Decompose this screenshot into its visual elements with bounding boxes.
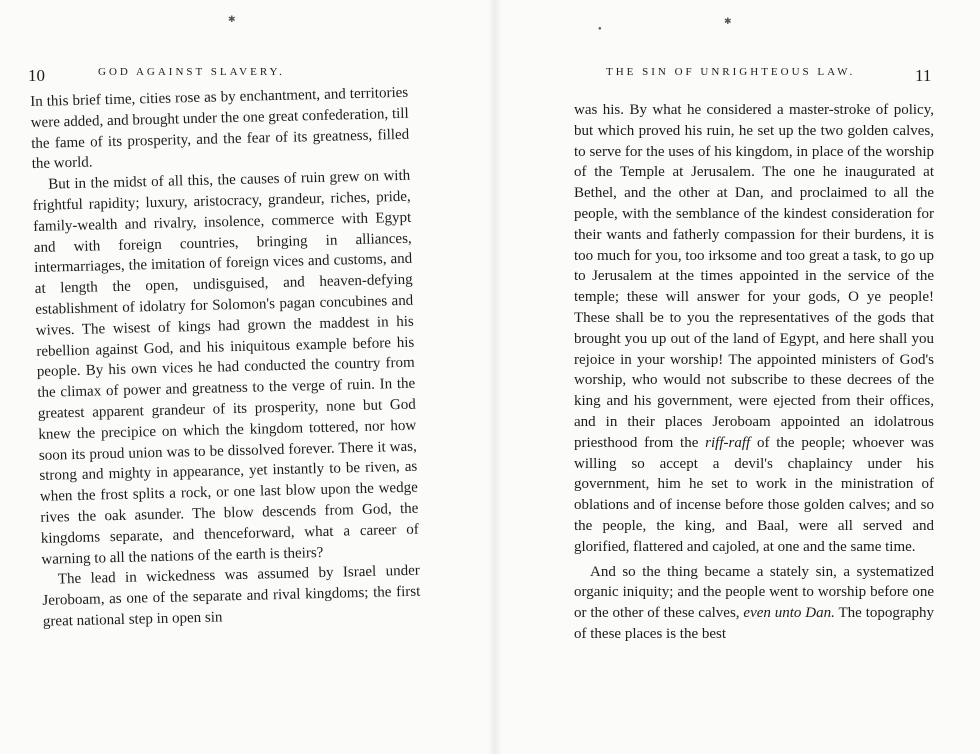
paragraph-text: of the people; whoever was willing so accept a devil's chaplaincy under his government, him he set to work in the ministration of oblations and of incense before those golden calves; and so the people, the king, and Baal, were all served and glorified, flattered and cajoled, at one and the same time. bbox=[574, 434, 935, 555]
page-number: 11 bbox=[915, 66, 932, 85]
page-body bbox=[30, 83, 421, 633]
paragraph: The lead in wickedness was assumed by Israel under Jeroboam, as one of the separate and rival kingdoms; the first great national step in open sin bbox=[42, 562, 421, 630]
print-speck: ● bbox=[598, 26, 602, 32]
running-head: THE SIN OF UNRIGHTEOUS LAW. bbox=[606, 66, 856, 78]
paragraph-text: And so the thing became a stately sin, a systematized organic iniquity; and the people went to worship before one or the other of these calves, bbox=[574, 563, 934, 622]
paragraph bbox=[574, 100, 934, 558]
paragraph bbox=[574, 562, 934, 645]
paragraph-text: The topography of these places is the best bbox=[574, 605, 935, 642]
paragraph: In this brief time, cities rose as by enchantment, and territories were added, and brought under the one great confederation, till the fame of its prosperity, and the fear of its greatness, filled the world. bbox=[30, 84, 410, 173]
italic-phrase: riff-raff bbox=[705, 434, 751, 451]
paragraph-text: was his. By what he considered a master-stroke of policy, but which proved his ruin, he set up the two golden calves, to serve for the uses of his kingdom, in place of the worship of the Temple at Jerusalem. The one he inaugurated at Bethel, and the other at Dan, and proclaimed to all the people, with the semblance of the kindest consideration for their wants and fatherly compassion for their burdens, it is too much for you, too irksome and too great a task, to go up to Jerusalem at the times appointed in the service of the temple; these will answer for your gods, O ye people! These shall be to you the representatives of the gods that brought you up out of the land of Egypt, and here shall you rejoice in your worship! The appointed ministers of God's worship, who would not subscribe to these decrees of the king and his government, were ejected from their offices, and in their places Jeroboam appointed an idolatrous priesthood from the bbox=[574, 102, 934, 451]
right-page bbox=[490, 0, 980, 754]
page-body bbox=[574, 100, 934, 645]
italic-phrase: even unto Dan. bbox=[743, 605, 835, 622]
page-number: 10 bbox=[28, 66, 45, 85]
print-speck: ✱ bbox=[228, 14, 236, 24]
print-speck: ✱ bbox=[724, 16, 732, 26]
running-head: GOD AGAINST SLAVERY. bbox=[98, 66, 285, 78]
paragraph: But in the midst of all this, the causes of ruin grew on with frightful rapidity; luxury, aristocracy, grandeur, riches, pride, family-wealth and rivalry, insolence, commerce with Egypt and with foreign countries, bringing in alliances, intermarriages, the imitation of foreign vices and customs, and at length the open, undisguised, and heaven-defying establishment of idolatry for Solomon's pagan concubines and wives. The wisest of kings had grown the maddest in his rebellion against God, and his iniquitous example before his people. By his own vices he had conducted the country from the climax of power and greatness to the verge of ruin. In the greatest apparent grandeur of its prosperity, none but God knew the precipice on which the kingdom tottered, nor how soon its proud union was to be dissolved forever. There it was, strong and mighty in appearance, yet instantly to be riven, as when the frost splits a rock, or one last blow upon the wedge rives the oak asunder. The blow descends from God, the kingdoms separate, and thenceforward, what a career of warning to all the nations of the earth is theirs? bbox=[32, 167, 419, 568]
